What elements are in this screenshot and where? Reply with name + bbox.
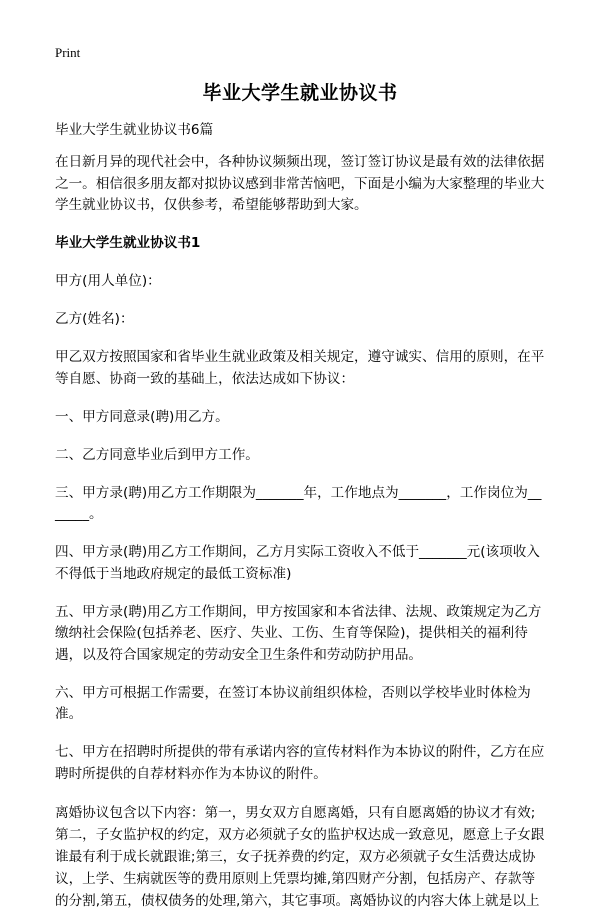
clause-3: 三、甲方录(聘)用乙方工作期限为_______年，工作地点为_______，工作岗位为_______。 — [55, 484, 542, 522]
party-b-line: 乙方(姓名)： — [55, 311, 134, 327]
preamble-paragraph: 甲乙双方按照国家和省毕业生就业政策及相关规定，遵守诚实、信用的原则，在平等自愿、协商一致的基础上，依法达成如下协议： — [55, 349, 545, 387]
closing-paragraph: 离婚协议包含以下内容：第一，男女双方自愿离婚，只有自愿离婚的协议才有效;第二，子女监护权的约定，双方必须就子女的监护权达成一致意见，愿意上子女跟谁最有利于成长就跟谁;第三，女子抚养费的约定，双方必须就子女生活费达成协议，上学、生病就医等的费用原则上凭票均摊,第四财产分割，包括房产、存款等的分割,第五，债权债务的处理,第六，其它事项。离婚协议的内容大体上就是以上 — [55, 804, 545, 909]
document-title: 毕业大学生就业协议书 — [202, 82, 398, 104]
clause-7: 七、甲方在招聘时所提供的带有承诺内容的宣传材料作为本协议的附件，乙方在应聘时所提供的自荐材料亦作为本协议的附件。 — [55, 744, 545, 782]
document-body — [55, 120, 545, 912]
clause-6: 六、甲方可根据工作需要，在签订本协议前组织体检，否则以学校毕业时体检为准。 — [55, 684, 531, 722]
print-link[interactable]: Print — [55, 45, 81, 60]
clause-4: 四、甲方录(聘)用乙方工作期间，乙方月实际工资收入不低于_______元(该项收入不得低于当地政府规定的最低工资标准) — [55, 544, 540, 582]
intro-paragraph: 在日新月异的现代社会中，各种协议频频出现，签订签订协议是最有效的法律依据之一。相信很多朋友都对拟协议感到非常苦恼吧，下面是小编为大家整理的毕业大学生就业协议书，仅供参考，希望能够帮助到大家。 — [55, 154, 545, 213]
clause-2: 二、乙方同意毕业后到甲方工作。 — [55, 446, 259, 463]
clause-5: 五、甲方录(聘)用乙方工作期间，甲方按国家和本省法律、法规、政策规定为乙方缴纳社会保险(包括养老、医疗、失业、工伤、生育等保险)，提供相关的福利待遇，以及符合国家规定的劳动安全卫生条件和劳动防护用品。 — [55, 603, 542, 663]
clause-1: 一、甲方同意录(聘)用乙方。 — [55, 408, 229, 425]
section-heading: 毕业大学生就业协议书1 — [55, 235, 201, 251]
party-a-line: 甲方(用人单位)： — [55, 273, 161, 289]
document-subtitle: 毕业大学生就业协议书6篇 — [55, 122, 214, 138]
